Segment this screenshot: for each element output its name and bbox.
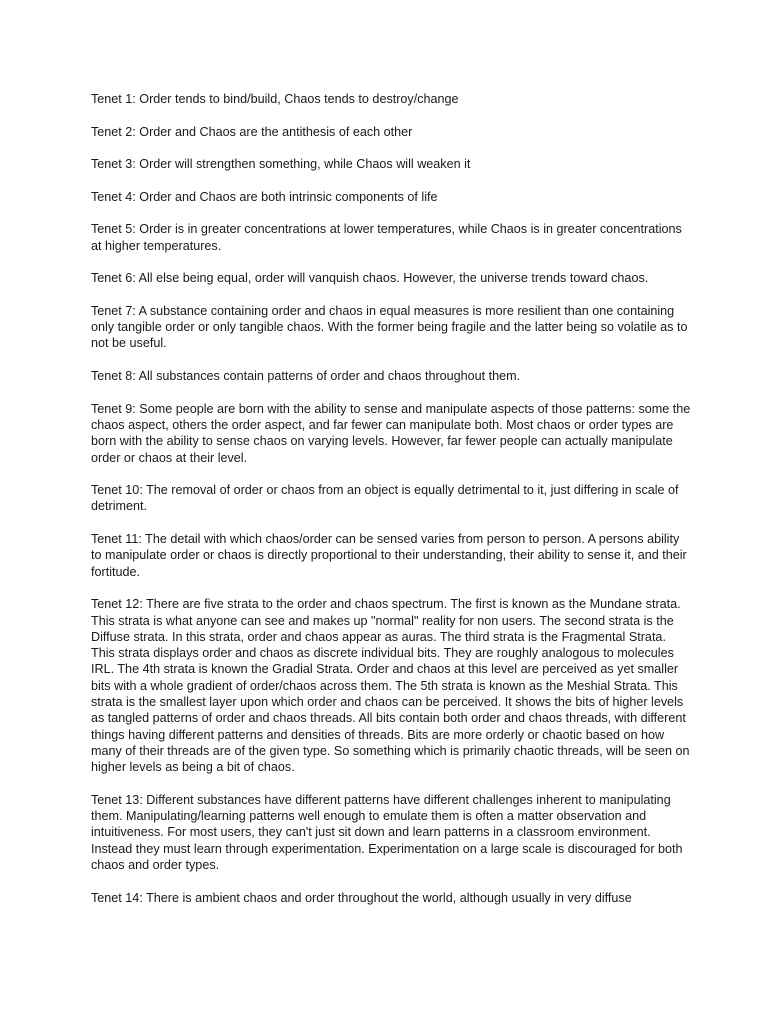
document-body [91,91,691,922]
tenet-3-paragraph: Tenet 3: Order will strengthen something, while Chaos will weaken it [91,157,471,172]
tenet-11-paragraph: Tenet 11: The detail with which chaos/order can be sensed varies from person to person. A persons ability to manipulate order or chaos is directly proportional to their understanding, their ability to sense it, and their fortitude. [91,532,687,579]
tenet-13-paragraph: Tenet 13: Different substances have different patterns have different challenges inherent to manipulating them. Manipulating/learning patterns well enough to emulate them is often a matter observation and intuitiveness. For most users, they can't just sit down and learn patterns in a classroom environment. Instead they must learn through experimentation. Experimentation on a large scale is discouraged for both chaos and order types. [91,792,683,872]
tenet-8-paragraph: Tenet 8: All substances contain patterns of order and chaos throughout them. [91,369,521,384]
tenet-5-paragraph: Tenet 5: Order is in greater concentrations at lower temperatures, while Chaos is in greater concentrations at higher temperatures. [91,222,682,253]
tenet-14-paragraph: Tenet 14: There is ambient chaos and order throughout the world, although usually in very diffuse [91,890,632,905]
tenet-4-paragraph: Tenet 4: Order and Chaos are both intrinsic components of life [91,189,438,204]
tenet-9-paragraph: Tenet 9: Some people are born with the ability to sense and manipulate aspects of those patterns: some the chaos aspect, others the order aspect, and far fewer can manipulate both. Most chaos or order types are born with the ability to sense chaos on varying levels. However, far fewer people can actually manipulate order or chaos at their level. [91,401,691,465]
tenet-12-paragraph: Tenet 12: There are five strata to the order and chaos spectrum. The first is known as the Mundane strata. This strata is what anyone can see and makes up "normal" reality for non users. The second strata is the Diffuse strata. In this strata, order and chaos appear as auras. The third strata is the Fragmental Strata. This strata displays order and chaos as discrete individual bits. They are roughly analogous to molecules IRL. The 4th strata is known the Gradial Strata. Order and chaos at this level are perceived as yet smaller bits with a whole gradient of order/chaos across them. The 5th strata is known as the Meshial Strata. This strata is the smallest layer upon which order and chaos can be perceived. It shows the bits of higher levels as tangled patterns of order and chaos threads. All bits contain both order and chaos threads, with different things having different patterns and densities of threads. Bits are more orderly or chaotic based on how many of their threads are of the given type. So something which is primarily chaotic threads, will be seen on higher levels as being a bit of chaos. [91,597,690,775]
tenet-7-paragraph: Tenet 7: A substance containing order and chaos in equal measures is more resilient than one containing only tangible order or only tangible chaos. With the former being fragile and the latter being so volatile as to not be useful. [91,303,688,351]
tenet-10-paragraph: Tenet 10: The removal of order or chaos from an object is equally detrimental to it, just differing in scale of detriment. [91,483,679,514]
tenet-2-paragraph: Tenet 2: Order and Chaos are the antithesis of each other [91,124,413,139]
tenet-1-paragraph: Tenet 1: Order tends to bind/build, Chaos tends to destroy/change [91,92,459,106]
tenet-6-paragraph: Tenet 6: All else being equal, order will vanquish chaos. However, the universe trends toward chaos. [91,271,649,286]
